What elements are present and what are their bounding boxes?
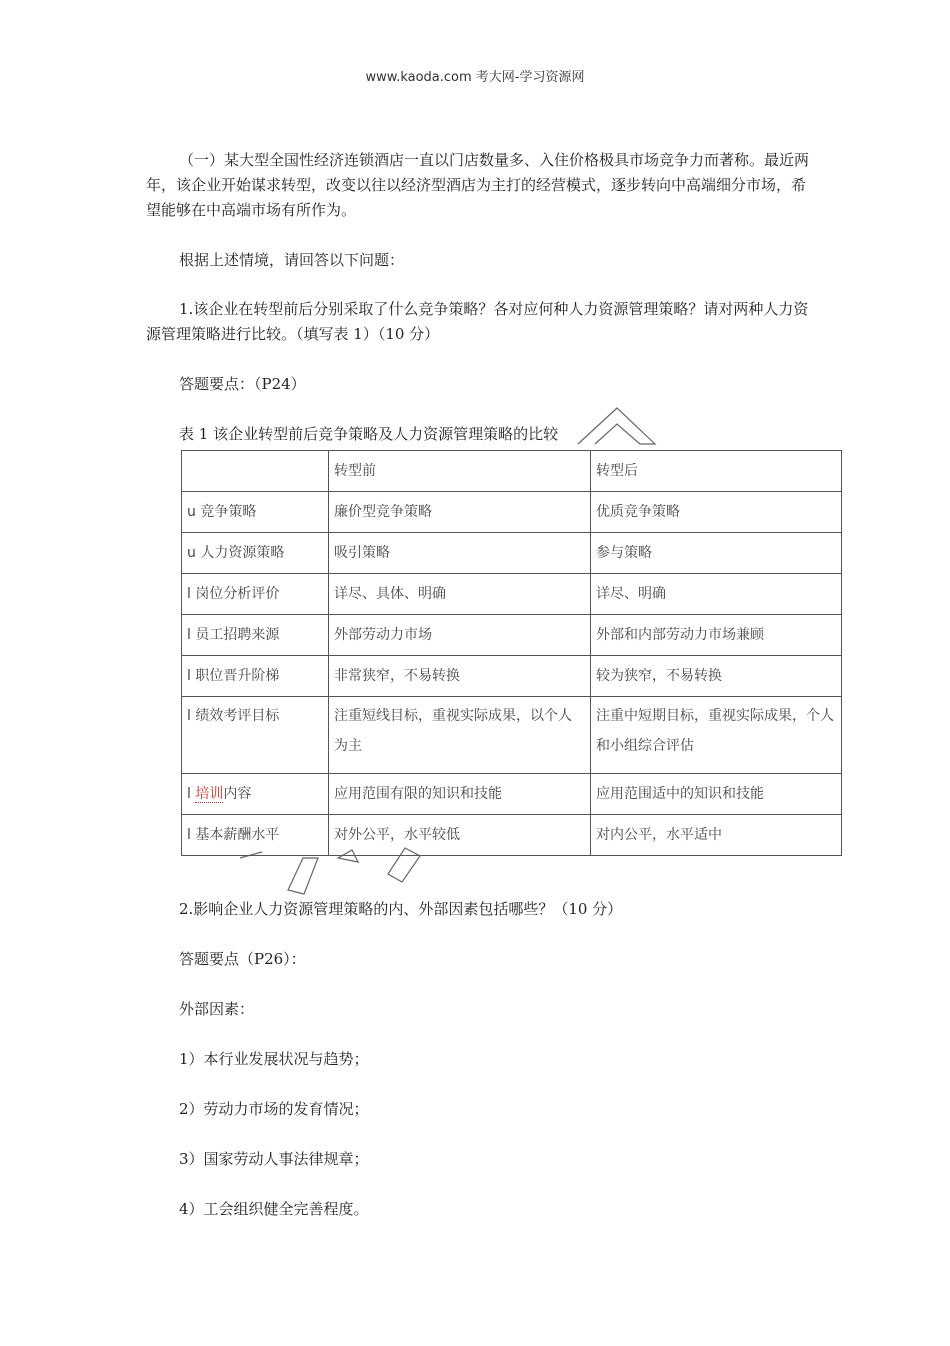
table-row: [182, 492, 842, 533]
row-before: 对外公平，水平较低: [329, 815, 591, 856]
answer-1-label: 答题要点：（P24）: [179, 375, 306, 393]
row-item: l 岗位分析评价: [182, 574, 329, 615]
page-header: www.kaoda.com 考大网-学习资源网: [365, 70, 585, 85]
answer-2-label: 答题要点（P26）：: [179, 950, 306, 968]
row-item-suffix: 内容: [223, 786, 252, 802]
row-after: 应用范围适中的知识和技能: [591, 774, 842, 815]
question-2: 2.影响企业人力资源管理策略的内、外部因素包括哪些？（10 分）: [179, 900, 623, 918]
row-item: u 竞争策略: [182, 492, 329, 533]
row-before: 非常狭窄，不易转换: [329, 656, 591, 697]
row-after: 注重中短期目标，重视实际成果，个人和小组综合评估: [591, 697, 842, 774]
row-before: 廉价型竞争策略: [329, 492, 591, 533]
row-after: 较为狭窄，不易转换: [591, 656, 842, 697]
table-row: [182, 574, 842, 615]
table-row: [182, 774, 842, 815]
row-item: l 绩效考评目标: [182, 697, 329, 774]
header-cell-empty: [182, 451, 329, 492]
header-cell-after: 转型后: [591, 451, 842, 492]
intro-paragraph: （一）某大型全国性经济连锁酒店一直以门店数量多、入住价格极具市场竞争力而著称。最近两年，该企业开始谋求转型，改变以往以经济型酒店为主打的经营模式，逐步转向中高端细分市场，希望能够在中高端市场有所作为。: [146, 151, 810, 219]
external-item: 2）劳动力市场的发育情况；: [179, 1100, 369, 1118]
row-item: l 基本薪酬水平: [182, 815, 329, 856]
table-row: [182, 697, 842, 774]
row-item: u 人力资源策略: [182, 533, 329, 574]
table-row: [182, 656, 842, 697]
row-before: 吸引策略: [329, 533, 591, 574]
row-item: l 职位晋升阶梯: [182, 656, 329, 697]
comparison-table: [181, 450, 842, 856]
row-before: 应用范围有限的知识和技能: [329, 774, 591, 815]
row-after: 优质竞争策略: [591, 492, 842, 533]
prompt-text: 根据上述情境，请回答以下问题：: [179, 251, 405, 269]
row-after: 详尽、明确: [591, 574, 842, 615]
header-cell-before: 转型前: [329, 451, 591, 492]
table-row: [182, 615, 842, 656]
row-after: 参与策略: [591, 533, 842, 574]
row-item: [182, 774, 329, 815]
question-1: 1.该企业在转型前后分别采取了什么竞争策略？各对应何种人力资源管理策略？请对两种人力资源管理策略进行比较。（填写表 1）（10 分）: [146, 300, 809, 343]
row-after: 外部和内部劳动力市场兼顾: [591, 615, 842, 656]
row-item: l 员工招聘来源: [182, 615, 329, 656]
row-before: 注重短线目标，重视实际成果，以个人为主: [329, 697, 591, 774]
row-before: 外部劳动力市场: [329, 615, 591, 656]
table-row: [182, 815, 842, 856]
external-item: 3）国家劳动人事法律规章；: [179, 1150, 369, 1168]
spellcheck-word: 培训: [195, 786, 224, 802]
table-row: [182, 533, 842, 574]
row-item-prefix: l: [187, 786, 196, 802]
external-item: 4）工会组织健全完善程度。: [179, 1200, 369, 1218]
external-factors-label: 外部因素：: [179, 1000, 255, 1018]
row-before: 详尽、具体、明确: [329, 574, 591, 615]
table-caption: 表 1 该企业转型前后竞争策略及人力资源管理策略的比较: [179, 425, 559, 443]
table-header-row: [182, 451, 842, 492]
row-after: 对内公平，水平适中: [591, 815, 842, 856]
external-item: 1）本行业发展状况与趋势；: [179, 1050, 369, 1068]
